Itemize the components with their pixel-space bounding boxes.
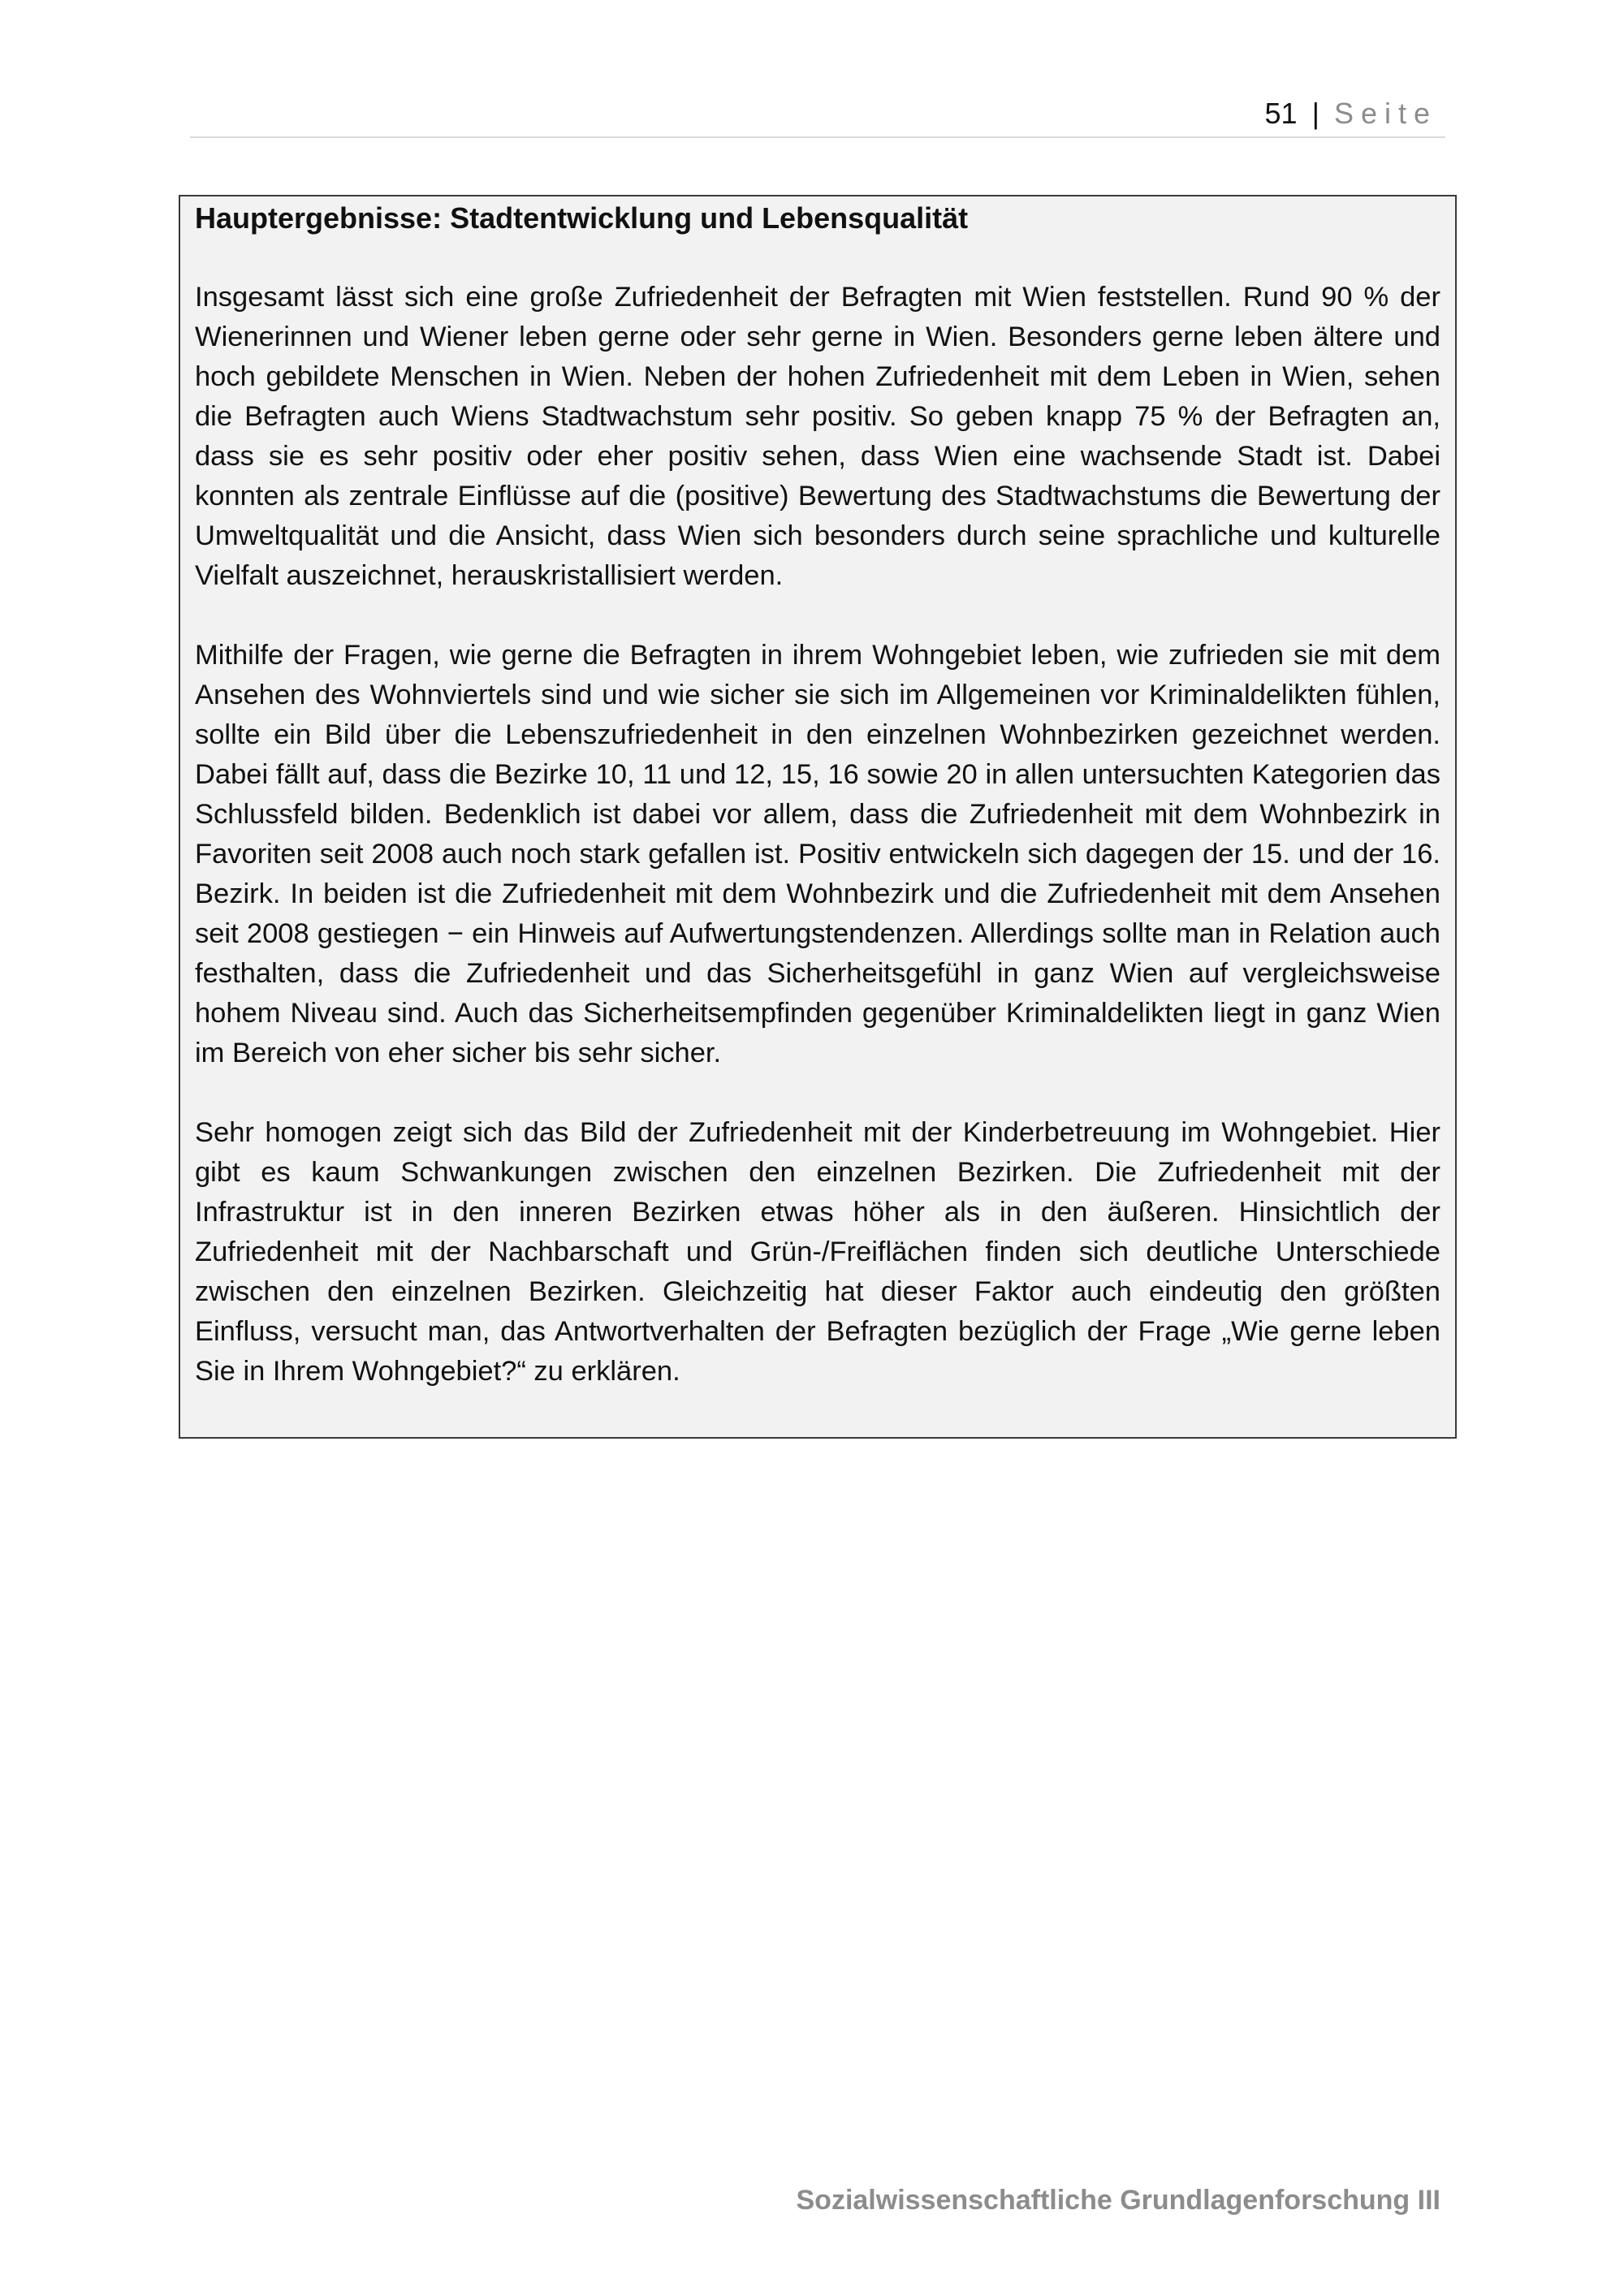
results-summary-box (179, 195, 1457, 1439)
page-header (190, 91, 1445, 138)
page-number-indicator (1265, 96, 1438, 132)
page-label: Seite (1333, 97, 1437, 130)
summary-paragraph: Sehr homogen zeigt sich das Bild der Zufriedenheit mit der Kinderbetreuung im Wohngebiet. Hier gibt es kaum Schwankungen zwischen den einzelnen Bezirken. Die Zufriedenheit mit der Infrastruktur ist in den inneren Bezirken etwas höher als in den äußeren. Hinsichtlich der Zufriedenheit mit der Nachbarschaft und Grün-/Freiflächen finden sich deutliche Unterschiede zwischen den einzelnen Bezirken. Gleichzeitig hat dieser Faktor auch eindeutig den größten Einfluss, versucht man, das Antwortverhalten der Befragten bezüglich der Frage „Wie gerne leben Sie in Ihrem Wohngebiet?“ zu erklären. (195, 1117, 1440, 1387)
page-footer: Sozialwissenschaftliche Grundlagenforschung III (796, 2185, 1440, 2216)
summary-paragraph: Mithilfe der Fragen, wie gerne die Befragten in ihrem Wohngebiet leben, wie zufrieden sie mit dem Ansehen des Wohnviertels sind und wie sicher sie sich im Allgemeinen vor Kriminaldelikten fühlen, sollte ein Bild über die Lebenszufriedenheit in den einzelnen Wohnbezirken gezeichnet werden. Dabei fällt auf, dass die Bezirke 10, 11 und 12, 15, 16 sowie 20 in allen untersuchten Kategorien das Schlussfeld bilden. Bedenklich ist dabei vor allem, dass die Zufriedenheit mit dem Wohnbezirk in Favoriten seit 2008 auch noch stark gefallen ist. Positiv entwickeln sich dagegen der 15. und der 16. Bezirk. In beiden ist die Zufriedenheit mit dem Wohnbezirk und die Zufriedenheit mit dem Ansehen seit 2008 gestiegen − ein Hinweis auf Aufwertungstendenzen. Allerdings sollte man in Relation auch festhalten, dass die Zufriedenheit und das Sicherheitsgefühl in ganz Wien auf vergleichsweise hohem Niveau sind. Auch das Sicherheitsempfinden gegenüber Kriminaldelikten liegt in ganz Wien im Bereich von eher sicher bis sehr sicher. (195, 640, 1440, 1068)
page-number-separator: | (1311, 97, 1320, 130)
page-number: 51 (1264, 97, 1298, 130)
summary-paragraph: Insgesamt lässt sich eine große Zufriedenheit der Befragten mit Wien feststellen. Rund 90 % der Wienerinnen und Wiener leben gerne oder sehr gerne in Wien. Besonders gerne leben ältere und hoch gebildete Menschen in Wien. Neben der hohen Zufriedenheit mit dem Leben in Wien, sehen die Befragten auch Wiens Stadtwachstum sehr positiv. So geben knapp 75 % der Befragten an, dass sie es sehr positiv oder eher positiv sehen, dass Wien eine wachsende Stadt ist. Dabei konnten als zentrale Einflüsse auf die (positive) Bewertung des Stadtwachstums die Bewertung der Umweltqualität und die Ansicht, dass Wien sich besonders durch seine sprachliche und kulturelle Vielfalt auszeichnet, herauskristallisiert werden. (195, 282, 1440, 591)
summary-title: Hauptergebnisse: Stadtentwicklung und Lebensqualität (195, 201, 969, 235)
